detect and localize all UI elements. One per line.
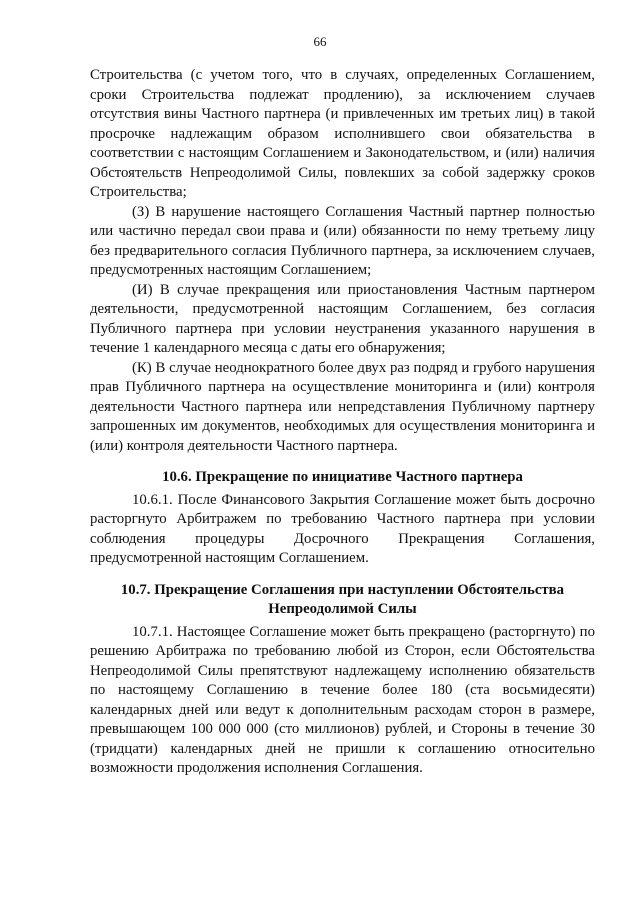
section-heading-10-6: 10.6. Прекращение по инициативе Частного партнера <box>162 469 523 485</box>
section-heading-10-7-line2: Непреодолимой Силы <box>268 601 417 617</box>
document-body <box>90 66 595 779</box>
paragraph-10-7-1: 10.7.1. Настоящее Соглашение может быть прекращено (расторгнуто) по решению Арбитража по требованию любой из Сторон, если Обстоятельства Непреодолимой Силы препятствуют надлежащему исполнению обязательств по настоящему Соглашению в течение более 180 (ста восьмидесяти) календарных дней или ведут к дополнительным расходам сторон в размере, превышающем 100 000 000 (сто миллионов) рублей, и Стороны в течение 30 (тридцати) календарных дней не пришли к соглашению относительно возможности продолжения исполнения Соглашения. <box>90 623 595 776</box>
paragraph-item-k: (К) В случае неоднократного более двух раз подряд и грубого нарушения прав Публичного партнера на осуществление мониторинга и (или) контроля деятельности Частного партнера или непредставления Публичному партнеру запрошенных им документов, необходимых для осуществления мониторинга и (или) контроля деятельности Частного партнера. <box>90 359 595 454</box>
paragraph-10-6-1: 10.6.1. После Финансового Закрытия Соглашение может быть досрочно расторгнуто Арбитражем по требованию Частного партнера при условии соблюдения процедуры Досрочного Прекращения Соглашения, предусмотренной настоящим Соглашением. <box>90 491 595 566</box>
paragraph-item-z: (З) В нарушение настоящего Соглашения Частный партнер полностью или частично передал свои права и (или) обязанности по нему третьему лицу без предварительного согласия Публичного партнера, за исключением случаев, предусмотренных настоящим Соглашением; <box>90 203 595 278</box>
section-heading-10-7-line1: 10.7. Прекращение Соглашения при наступлении Обстоятельства <box>120 581 565 598</box>
paragraph-construction-deadline: Строительства (с учетом того, что в случаях, определенных Соглашением, сроки Строительства подлежат продлению), за исключением случаев отсутствия вины Частного партнера (и привлеченных им третьих лиц) в такой просрочке надлежащим образом исполнившего свои обязательства в соответствии с настоящим Соглашением и Законодательством, и (или) наличия Обстоятельств Непреодолимой Силы, повлекших за собой задержку сроков Строительства; <box>90 67 595 200</box>
page-number: 66 <box>313 34 327 49</box>
paragraph-item-i: (И) В случае прекращения или приостановления Частным партнером деятельности, предусмотренной настоящим Соглашением, без согласия Публичного партнера при условии неустранения указанного нарушения в течение 1 календарного месяца с даты его обнаружения; <box>90 281 595 356</box>
section-heading-10-7 <box>90 581 595 620</box>
